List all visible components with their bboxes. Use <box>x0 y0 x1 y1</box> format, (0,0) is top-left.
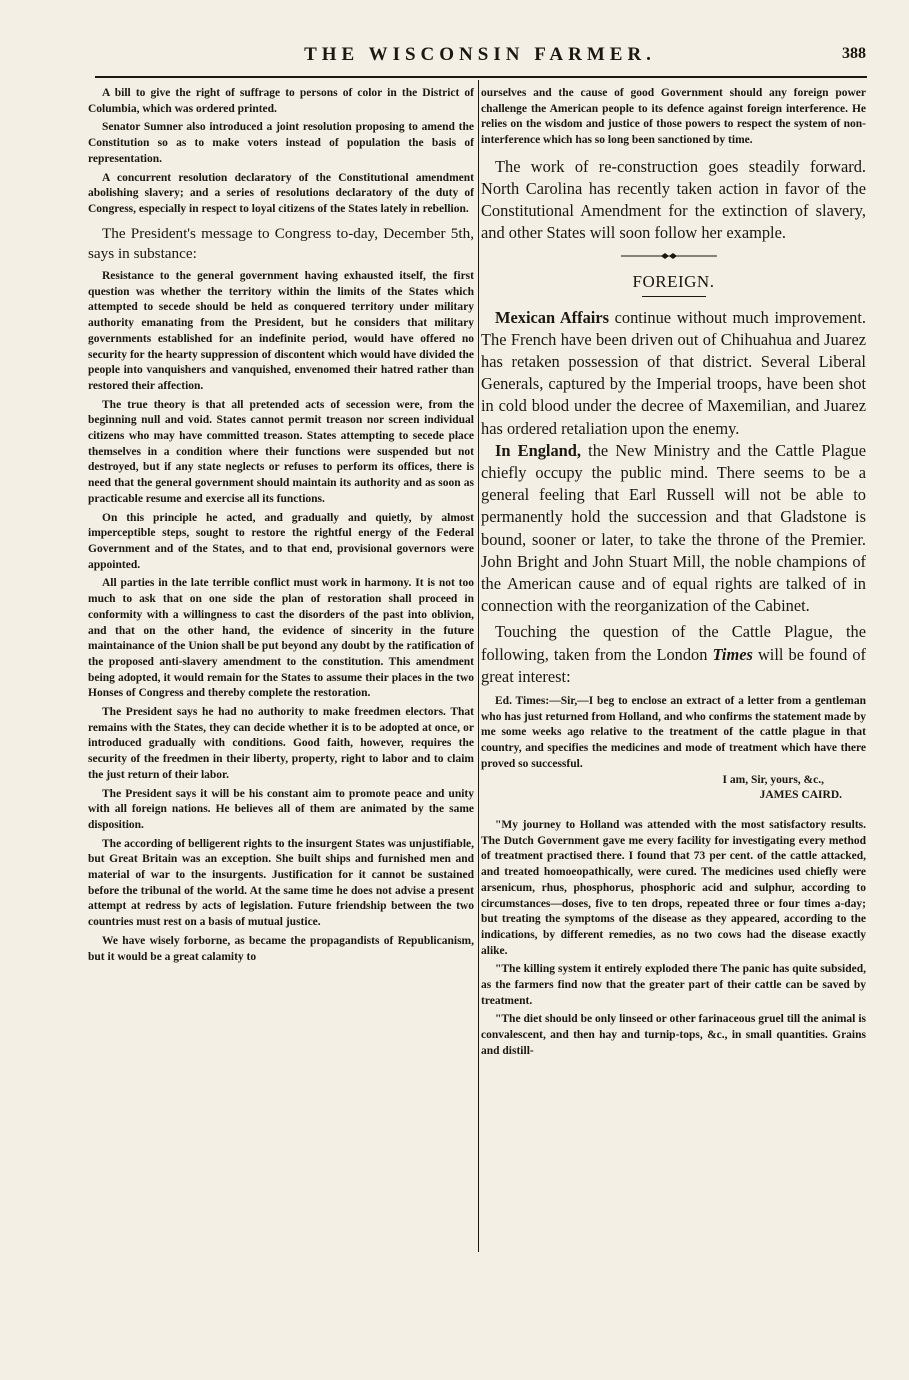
paragraph-text: continue without much improvement. The French have been driven out of Chihuahua and Juarez has retaken possession of that district. Several Liberal Generals, captured by the Imperial troops, have been shot in cold blood under the decree of Maxemilian, and Juarez has ordered retaliation upon the enemy. <box>481 307 866 438</box>
right-column <box>481 86 866 1060</box>
paragraph: The President says it will be his constant aim to promote peace and unity with all foreign nations. He believes all of them are animated by the same disposition. <box>88 787 474 831</box>
paragraph: The President says he had no authority to make freedmen electors. That remains with the States, they can decide whether it is to be adopted at once, or introduced gradually with conditions. Good faith, however, requires the security of the freedmen in their liberty, property, right to labor and to claim the just return of their labor. <box>88 706 474 781</box>
left-column <box>88 86 474 965</box>
paragraph: A concurrent resolution declaratory of the Constitutional amendment abolishing slavery; and a series of resolutions declaratory of the duty of Congress, especially in respect to loyal citizens of the States lately in rebellion. <box>88 171 474 215</box>
section-heading: FOREIGN. <box>632 271 715 291</box>
paragraph: A bill to give the right of suffrage to persons of color in the District of Columbia, which was ordered printed. <box>88 87 474 115</box>
england-paragraph <box>481 440 866 618</box>
paragraph-text: will be found of great interest: <box>481 644 866 686</box>
paragraph: ourselves and the cause of good Government should any foreign power challenge the American people to its defence against foreign interference. He relies on the wisdom and justice of those powers to respect the system of non-interference which has so long been sanctioned by time. <box>481 87 866 147</box>
paragraph: The according of belligerent rights to the insurgent States was unjustifiable, but Great Britain was an exception. She built ships and furnished men and material of war to the insurgents. Justification for it cannot be sustained before the tribunal of the world. At the same time he does not advise a present attempt at redress by acts of legislation. Future friendship between the two countries must rest on a basis of mutual justice. <box>88 837 474 929</box>
page-header <box>92 40 868 74</box>
column-divider <box>478 80 479 1252</box>
lead-in: Mexican Affairs <box>495 307 609 327</box>
quote-paragraph: "The diet should be only linseed or other farinaceous gruel till the animal is convalescent, and then hay and turnip-tops, &c., in small quantities. Grains and distill- <box>481 1013 866 1057</box>
mexican-affairs-paragraph <box>481 307 866 440</box>
signature-name: JAMES CAIRD. <box>759 789 842 802</box>
times-title: Times <box>712 644 753 664</box>
paragraph-text: the New Ministry and the Cattle Plague chiefly occupy the public mind. There seems to be a general feeling that Earl Russell will not be able to permanently hold the succession and that Gladstone is bound, sooner or later, to take the throne of the Premier. John Bright and John Stuart Mill, the noble champions of the American cause and of equal rights are talked of in connection with the reorganization of the Cabinet. <box>481 440 866 616</box>
header-rule <box>95 76 867 78</box>
paragraph-text: Touching the question of the Cattle Plague, the following, taken from the London <box>481 622 866 664</box>
signature-line: I am, Sir, yours, &c., <box>722 773 824 786</box>
page-number: 388 <box>842 45 866 62</box>
heading-rule <box>642 296 706 297</box>
masthead-title: THE WISCONSIN FARMER. <box>304 44 656 65</box>
paragraph: We have wisely forborne, as became the propagandists of Republicanism, but it would be a great calamity to <box>88 934 474 963</box>
message-intro: The President's message to Congress to-day, December 5th, says in substance: <box>88 224 474 262</box>
cattle-plague-intro <box>481 621 866 688</box>
paragraph: All parties in the late terrible conflict must work in harmony. It is not too much to ask that on one side the plan of restoration shall proceed in conformity with a willingness to cast the disorders of the past into oblivion, and that on the other hand, the evidence of sincerity in the future maintainance of the Union shall be put beyond any doubt by the ratification of the proposed anti-slavery amendment to the constitution. This amendment being adopted, it would remain for the States to assume their places in the two Honses of Congress and thereby complete the restoration. <box>88 577 474 700</box>
quote-paragraph: "The killing system it entirely exploded there The panic has quite subsided, as the farmers find now that the greater part of their cattle can be saved by treatment. <box>481 963 866 1007</box>
paragraph: The true theory is that all pretended acts of secession were, from the beginning null and void. States cannot permit treason nor screen individual citizens who may have committed treason. States attempting to secede place themselves in a condition where their functions were suspended but not destroyed, but if any state neglects or refuses to perform its offices, there is need that the general government should maintain its authority and as soon as practicable resume and exercise all its functions. <box>88 398 474 505</box>
letter-paragraph: Ed. Times:—Sir,—I beg to enclose an extract of a letter from a gentleman who has just returned from Holland, and who confirms the statement made by me some weeks ago relative to the treatment of the cattle plague in that country, and specifies the medicines and mode of treatment which have there proved so successful. <box>481 695 866 770</box>
reconstruction-paragraph: The work of re-construction goes steadily forward. North Carolina has recently taken action in favor of the Constitutional Amendment for the extinction of slavery, and other States will soon follow her example. <box>481 156 866 243</box>
paragraph: On this principle he acted, and gradually and quietly, by almost imperceptible steps, sought to restore the rightful energy of the Federal Government and of the States, and to that end, provisional governors were appointed. <box>88 511 474 571</box>
paragraph: Resistance to the general government having exhausted itself, the first question was whether the territory within the limits of the States which attempted to secede should be held as conquered territory under military authority emanating from the President, but he considers that military governments established for an indefinite period, would have offered no security for the hearty suppression of discontent which would have divided the people into vanquishers and vanquished, envenomed their hatred rather than restored their affection. <box>88 270 474 392</box>
quote-paragraph: "My journey to Holland was attended with the most satisfactory results. The Dutch Government gave me every facility for investigating every method of treatment practised there. I found that 73 per cent. of the cattle attacked, and treated homoeopathically, were cured. The medicines used chiefly were arsenicum, rhus, phosphorus, phosphoric acid and sulphur, according to circumstances—doses, five to ten drops, repeated three or four times a-day; but treating the symptoms of the disease as they appeared, according to the indications, by different remedies, as no two cows had the disease exactly alike. <box>481 819 866 957</box>
lead-in: In England, <box>495 440 581 460</box>
paragraph: Senator Sumner also introduced a joint resolution proposing to amend the Constitution so as to make voters instead of population the basis of representation. <box>88 121 474 165</box>
ornament-divider-icon <box>621 251 717 261</box>
